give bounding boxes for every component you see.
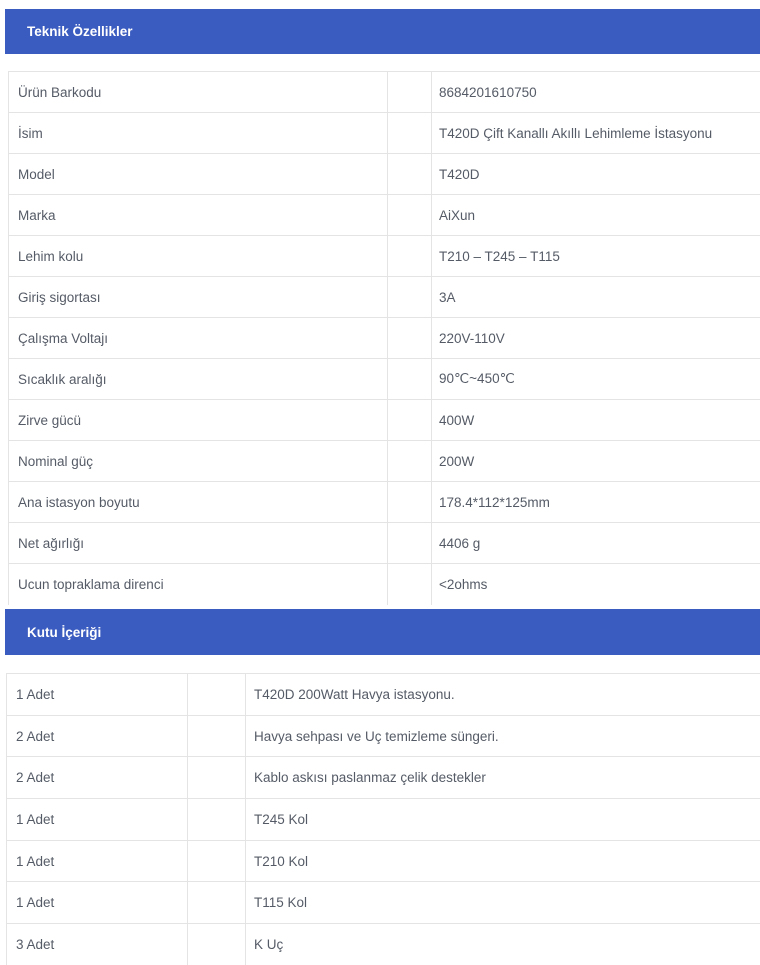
spec-value: 400W [432, 400, 760, 441]
box-item-quantity: 1 Adet [7, 674, 188, 716]
spec-spacer-cell [388, 236, 432, 277]
spec-row [9, 564, 760, 605]
box-item-description: T245 Kol [246, 799, 760, 841]
box-item-description: K Uç [246, 924, 760, 965]
box-item-spacer-cell [188, 840, 246, 882]
spec-label: Ucun topraklama direnci [9, 564, 388, 605]
spec-label: Çalışma Voltajı [9, 318, 388, 359]
spec-spacer-cell [388, 400, 432, 441]
spec-label: Zirve gücü [9, 400, 388, 441]
spec-spacer-cell [388, 277, 432, 318]
specs-table [8, 71, 760, 605]
spec-value: 90℃~450℃ [432, 359, 760, 400]
spec-value: AiXun [432, 195, 760, 236]
box-item-quantity: 1 Adet [7, 840, 188, 882]
box-item-quantity: 2 Adet [7, 757, 188, 799]
spec-spacer-cell [388, 359, 432, 400]
spec-value: T210 – T245 – T115 [432, 236, 760, 277]
spec-label: Net ağırlığı [9, 523, 388, 564]
box-item-description: Havya sehpası ve Uç temizleme süngeri. [246, 715, 760, 757]
spec-value: T420D Çift Kanallı Akıllı Lehimleme İstasyonu [432, 113, 760, 154]
spec-label: Ana istasyon boyutu [9, 482, 388, 523]
spec-label: Marka [9, 195, 388, 236]
box-item-quantity: 1 Adet [7, 799, 188, 841]
box-item-row [7, 715, 760, 757]
box-contents-section-header [5, 609, 760, 655]
spec-label: Ürün Barkodu [9, 72, 388, 113]
spec-value: T420D [432, 154, 760, 195]
box-item-spacer-cell [188, 924, 246, 965]
box-item-quantity: 1 Adet [7, 882, 188, 924]
spec-spacer-cell [388, 154, 432, 195]
spec-spacer-cell [388, 113, 432, 154]
spec-row [9, 72, 760, 113]
box-item-spacer-cell [188, 882, 246, 924]
spec-label: Lehim kolu [9, 236, 388, 277]
box-contents-section-title: Kutu İçeriği [27, 625, 101, 640]
spec-row [9, 277, 760, 318]
box-item-row [7, 840, 760, 882]
spec-spacer-cell [388, 195, 432, 236]
spec-label: Sıcaklık aralığı [9, 359, 388, 400]
spec-row [9, 195, 760, 236]
box-item-row [7, 757, 760, 799]
box-item-row [7, 799, 760, 841]
spec-value: 4406 g [432, 523, 760, 564]
spec-row [9, 113, 760, 154]
spec-spacer-cell [388, 441, 432, 482]
spec-spacer-cell [388, 482, 432, 523]
spec-label: İsim [9, 113, 388, 154]
box-item-row [7, 882, 760, 924]
box-item-description: T115 Kol [246, 882, 760, 924]
box-item-quantity: 2 Adet [7, 715, 188, 757]
spec-value: 3A [432, 277, 760, 318]
box-item-description: T420D 200Watt Havya istasyonu. [246, 674, 760, 716]
spec-row [9, 318, 760, 359]
box-item-row [7, 674, 760, 716]
box-item-quantity: 3 Adet [7, 924, 188, 965]
spec-value: <2ohms [432, 564, 760, 605]
spec-label: Model [9, 154, 388, 195]
specs-section-title: Teknik Özellikler [27, 24, 133, 39]
box-item-description: Kablo askısı paslanmaz çelik destekler [246, 757, 760, 799]
box-item-spacer-cell [188, 757, 246, 799]
spec-spacer-cell [388, 318, 432, 359]
spec-row [9, 359, 760, 400]
box-item-spacer-cell [188, 715, 246, 757]
spec-row [9, 523, 760, 564]
spec-row [9, 400, 760, 441]
spec-label: Giriş sigortası [9, 277, 388, 318]
spec-value: 178.4*112*125mm [432, 482, 760, 523]
spec-spacer-cell [388, 564, 432, 605]
box-item-spacer-cell [188, 799, 246, 841]
spec-spacer-cell [388, 523, 432, 564]
spec-row [9, 441, 760, 482]
box-item-description: T210 Kol [246, 840, 760, 882]
box-item-spacer-cell [188, 674, 246, 716]
spec-row [9, 154, 760, 195]
spec-value: 8684201610750 [432, 72, 760, 113]
spec-row [9, 482, 760, 523]
specs-section-header [5, 9, 760, 54]
box-contents-table [6, 673, 760, 965]
box-item-row [7, 924, 760, 965]
spec-value: 220V-110V [432, 318, 760, 359]
spec-value: 200W [432, 441, 760, 482]
spec-label: Nominal güç [9, 441, 388, 482]
spec-spacer-cell [388, 72, 432, 113]
spec-row [9, 236, 760, 277]
